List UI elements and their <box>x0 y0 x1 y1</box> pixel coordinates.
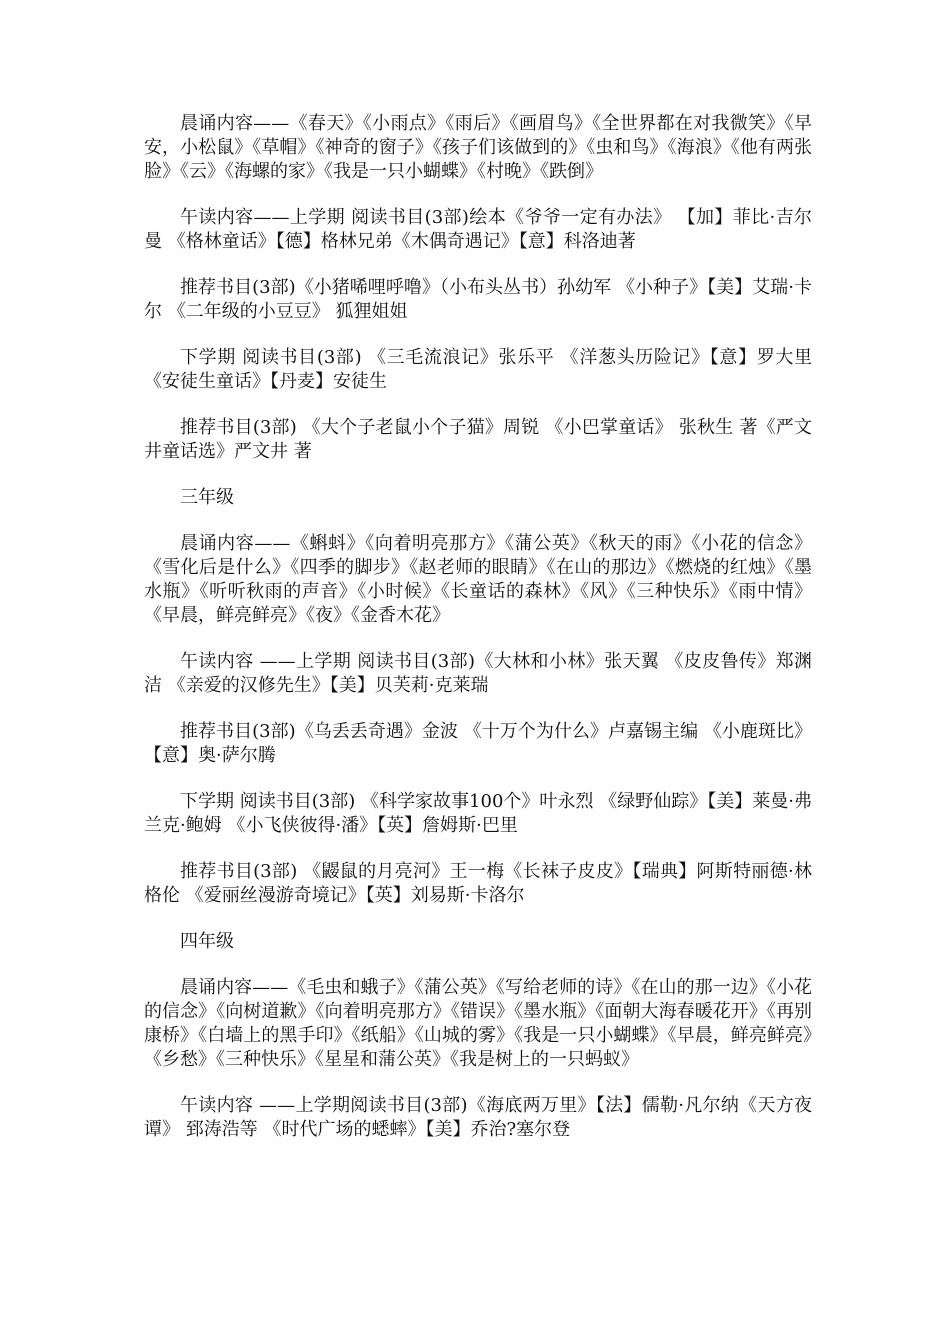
paragraph-reading-grade2-term2: 下学期 阅读书目(3部) 《三毛流浪记》张乐平 《洋葱头历险记》【意】罗大里 《安徒生童话》【丹麦】安徒生 <box>144 347 812 392</box>
paragraph-reading-grade3-term2: 下学期 阅读书目(3部) 《科学家故事100个》叶永烈 《绿野仙踪》【美】莱曼·弗兰克·鲍姆 《小飞侠彼得·潘》【英】詹姆斯·巴里 <box>144 791 812 836</box>
paragraph-noon-reading-grade4-term1: 午读内容 ——上学期阅读书目(3部)《海底两万里》【法】儒勒·凡尔纳《天方夜谭》 郅涛浩等 《时代广场的蟋蟀》【美】乔治?塞尔登 <box>144 1095 812 1140</box>
paragraph-recommended-grade3-term1: 推荐书目(3部)《乌丢丢奇遇》金波 《十万个为什么》卢嘉锡主编 《小鹿斑比》【意】奥·萨尔腾 <box>144 721 812 766</box>
section-heading-grade3: 三年级 <box>180 487 234 508</box>
paragraph-noon-reading-grade2-term1: 午读内容——上学期 阅读书目(3部)绘本《爷爷一定有办法》 【加】菲比·吉尔曼 《格林童话》【德】格林兄弟《木偶奇遇记》【意】科洛迪著 <box>144 207 812 252</box>
paragraph-morning-recitation-grade3: 晨诵内容——《蝌蚪》《向着明亮那方》《蒲公英》《秋天的雨》《小花的信念》《雪化后是什么》《四季的脚步》《赵老师的眼睛》《在山的那边》《燃烧的红烛》《墨水瓶》《听听秋雨的声音》《小时候》《长童话的森林》《风》《三种快乐》《雨中情》《早晨，鲜亮鲜亮》《夜》《金香木花》 <box>144 533 812 626</box>
paragraph-recommended-grade2-term1: 推荐书目(3部)《小猪唏哩呼噜》（小布头丛书）孙幼军 《小种子》【美】艾瑞·卡尔 《二年级的小豆豆》 狐狸姐姐 <box>144 277 812 322</box>
paragraph-noon-reading-grade3-term1: 午读内容 ——上学期 阅读书目(3部)《大林和小林》张天翼 《皮皮鲁传》郑渊洁 《亲爱的汉修先生》【美】贝芙莉·克莱瑞 <box>144 651 812 696</box>
paragraph-morning-recitation-grade2: 晨诵内容——《春天》《小雨点》《雨后》《画眉鸟》《全世界都在对我微笑》《早安，小松鼠》《草帽》《神奇的窗子》《孩子们该做到的》《虫和鸟》《海浪》《他有两张脸》《云》《海螺的家》《我是一只小蝴蝶》《村晚》《跌倒》 <box>144 113 812 182</box>
paragraph-recommended-grade3-term2: 推荐书目(3部) 《鼹鼠的月亮河》王一梅《长袜子皮皮》【瑞典】阿斯特丽德·林格伦 《爱丽丝漫游奇境记》【英】刘易斯·卡洛尔 <box>144 861 812 906</box>
paragraph-recommended-grade2-term2: 推荐书目(3部) 《大个子老鼠小个子猫》周锐 《小巴掌童话》 张秋生 著《严文井童话选》严文井 著 <box>144 417 812 462</box>
paragraph-morning-recitation-grade4: 晨诵内容——《毛虫和蛾子》《蒲公英》《写给老师的诗》《在山的那一边》《小花的信念》《向树道歉》《向着明亮那方》《错误》《墨水瓶》《面朝大海春暖花开》《再别康桥》《白墙上的黑手印》《纸船》《山城的雾》《我是一只小蝴蝶》《早晨，鲜亮鲜亮》《乡愁》《三种快乐》《星星和蒲公英》《我是树上的一只蚂蚁》 <box>144 977 812 1070</box>
section-heading-grade4: 四年级 <box>180 931 234 952</box>
document-body <box>144 112 812 1164</box>
